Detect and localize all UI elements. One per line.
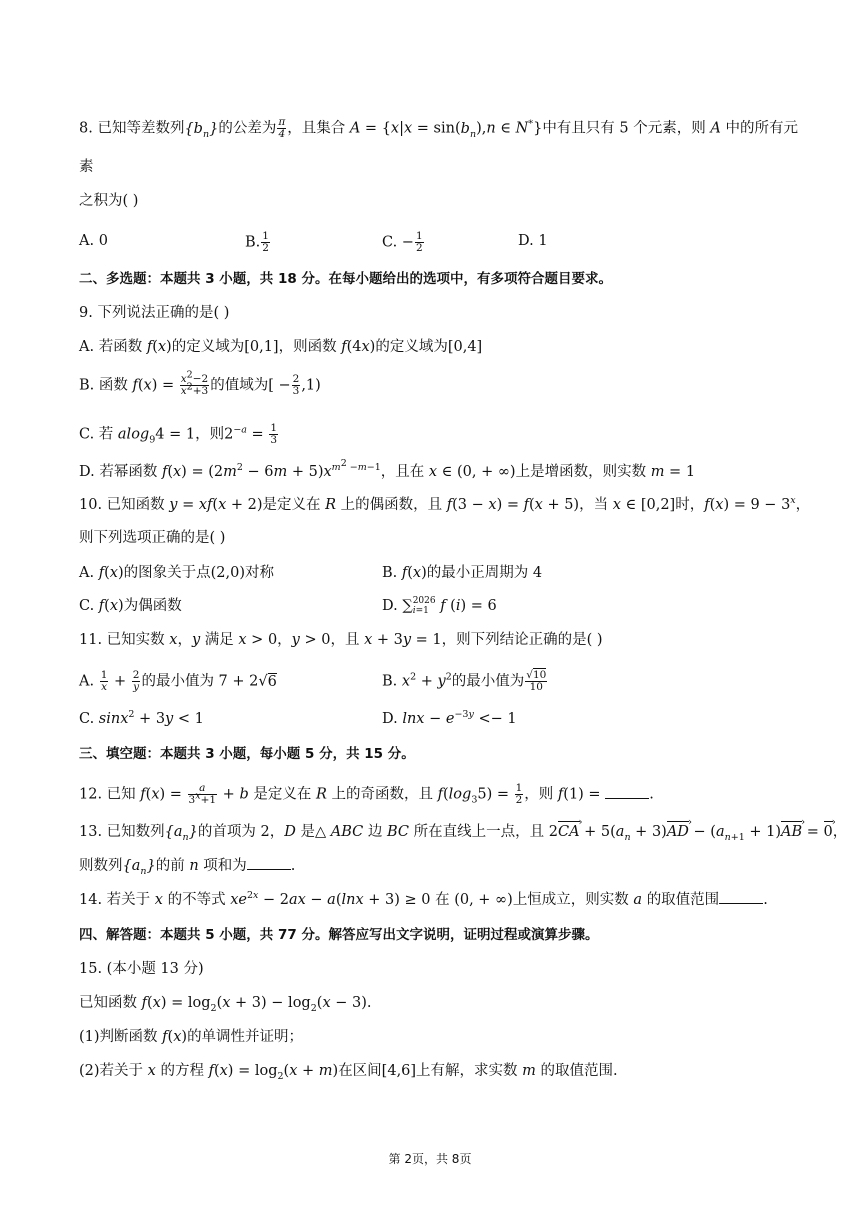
q15-text: (1)判断函数 — [79, 1029, 158, 1045]
q12-text: ，则 — [524, 786, 554, 803]
q8-text: 中有且只有 5 个元素，则 — [542, 120, 706, 137]
q9-option-c: C. 若 alog$_9$4 = 1，则$2^{-a}$ = $\frac{1}{3}$ — [79, 422, 278, 446]
section-heading-multiple-choice: 二、多选题：本题共 3 小题，共 18 分。在每小题给出的选项中，有多项符合题目要求。 — [79, 271, 612, 287]
q11-text: 的最小值为 — [141, 673, 214, 690]
q13-text: 13. 已知数列 — [79, 824, 165, 840]
q15-text: 的方程 — [160, 1063, 204, 1079]
q12-text: 上的奇函数，且 — [331, 786, 433, 803]
q11-option-b: B. $x^2 + y^2$的最小值为 $\frac{√10}{10}$ — [382, 669, 547, 693]
q14-text: 上恒成立，则实数 — [512, 892, 629, 908]
q15-heading: 15. (本小题 13 分) — [79, 961, 204, 977]
q10-text: 的图象关于点(2,0)对称 — [123, 565, 274, 581]
q15-part1: (1)判断函数 f(x)的单调性并证明； — [79, 1029, 304, 1045]
q10-line2: 则下列选项正确的是( ) — [79, 530, 226, 546]
q9-text: 的定义域为[0,4] — [375, 339, 483, 355]
q13-text: 项和为 — [203, 858, 247, 874]
q14-text: 14. 若关于 — [79, 892, 151, 908]
q10-text: 的最小正周期为 4 — [426, 565, 543, 581]
q8-line3: 之积为( ) — [79, 193, 139, 209]
q8-line1: 8. 已知等差数列$\{b_n\}$的公差为 $\frac{\pi}{4}$ ，且集合 $A = \{x|x = \sin(b_n),n$ ∈ N*}中有且只有 5 个元素，则 A 中的所有元 — [79, 116, 798, 140]
q15-text: 的取值范围. — [540, 1063, 618, 1079]
q13-text: 则数列 — [79, 858, 123, 874]
q8-line2: 素 — [79, 159, 94, 175]
q13-text: 的前 — [155, 858, 185, 874]
q10-text: 时， — [675, 497, 705, 513]
q8-option-a: A. 0 — [79, 233, 108, 249]
q9-text: ，且在 — [380, 464, 425, 480]
q10-line1: 10. 已知函数 y = xf(x + 2)是定义在 R 上的偶函数，且 f(3 − x) = f(x + 5)，当 x ∈ [0,2]时，$f(x) = 9 - 3^x$， — [79, 495, 811, 513]
q11-option-c: C. sinx$^2$ + 3y < 1 — [79, 709, 204, 727]
section-heading-solutions: 四、解答题：本题共 5 小题，共 77 分。解答应写出文字说明，证明过程或演算步骤。 — [79, 927, 599, 943]
q10-text: 上的偶函数，且 — [340, 497, 443, 513]
q8-text: 8. 已知等差数列 — [79, 120, 185, 137]
q10-text: 为偶函数 — [123, 598, 182, 614]
section-heading-fill-in: 三、填空题：本题共 3 小题，每小题 5 分，共 15 分。 — [79, 746, 415, 762]
q9-text: 的定义域为[0,1]，则函数 — [171, 339, 337, 355]
q14-text: 在 — [435, 892, 450, 908]
q9-text: A. 若函数 — [79, 339, 143, 355]
q11-option-a: A. $\frac{1}{x}$ + $\frac{2}{y}$ 的最小值为 7 + 2√6 — [79, 669, 277, 693]
q15-text: 已知函数 — [79, 995, 137, 1011]
q9-text: B. 函数 — [79, 377, 128, 394]
q14-text: 的不等式 — [167, 892, 226, 908]
q10-text: 是定义在 — [262, 497, 321, 513]
q15-part2: (2)若关于 x 的方程 $f(x) = \log_2(x + m)$在区间[4,6]上有解，求实数 m 的取值范围. — [79, 1063, 618, 1082]
q9-stem: 9. 下列说法正确的是( ) — [79, 305, 230, 321]
q8-option-b-label: B. — [245, 234, 261, 251]
q11-stem: 11. 已知实数 x，y 满足 x > 0，y > 0，且 x + 3y = 1，则下列结论正确的是( ) — [79, 632, 603, 648]
q11-text: 11. 已知实数 — [79, 632, 165, 648]
q13-text: 是 — [300, 824, 315, 840]
q13-text: 边 — [367, 824, 383, 840]
q11-text: ，则下列结论正确的是( ) — [441, 632, 603, 648]
q11-text: 的最小值为 — [451, 673, 525, 690]
q9-option-b: B. 函数 f(x) = $\frac{x^2-2}{x^2+3}$ 的值域为[ − $\frac{2}{3}$ ,1) — [79, 369, 321, 397]
q9-text: ，则 — [195, 426, 225, 443]
q8-option-b: B. $\frac{1}{2}$ — [245, 230, 269, 254]
q13-text: 所在直线上一点，且 — [413, 824, 545, 840]
q14-text: 的取值范围 — [646, 892, 720, 908]
q13-answer-blank[interactable] — [247, 857, 291, 870]
q11-text: ，且 — [330, 632, 360, 648]
q9-option-a: A. 若函数 f(x)的定义域为[0,1]，则函数 f(4x)的定义域为[0,4] — [79, 339, 483, 355]
q10-option-d: D. ∑ 2026 i=1 f (i) = 6 — [382, 596, 497, 616]
q8-option-d: D. 1 — [518, 233, 548, 249]
q9-text: D. 若幂函数 — [79, 464, 158, 480]
q10-option-c: C. f(x)为偶函数 — [79, 598, 182, 614]
q12-text: 是定义在 — [253, 786, 312, 803]
q8-text: ，且集合 — [287, 120, 346, 137]
q11-text: 满足 — [204, 632, 234, 648]
q8-text: 的公差为 — [218, 120, 277, 137]
q12-line: 12. 已知 f(x) = $\frac{a}{3^x+1}$ + b 是定义在 R 上的奇函数，且 $f(\log_35)$ = $\frac{1}{2}$ ，则 f(1) = . — [79, 782, 654, 806]
q11-option-d: D. $\ln x - e^{-3y} <- 1$ — [382, 709, 517, 727]
q13-line2: 则数列$\{a_n\}$的前 n 项和为 . — [79, 858, 296, 877]
q13-text: 的首项为 2， — [197, 824, 285, 840]
q10-text: ，当 — [579, 497, 609, 513]
q10-text: 10. 已知函数 — [79, 497, 165, 513]
q10-option-a: A. f(x)的图象关于点(2,0)对称 — [79, 565, 274, 581]
q15-text: (2)若关于 — [79, 1063, 144, 1079]
q14-line: 14. 若关于 x 的不等式 $xe^{2x} - 2ax - a(\ln x + 3) \ge 0$ 在 (0, + ∞)上恒成立，则实数 a 的取值范围 . — [79, 890, 768, 908]
q12-answer-blank[interactable] — [605, 786, 649, 799]
q13-line1: 13. 已知数列$\{a_n\}$的首项为 2，D 是△ ABC 边 BC 所在直线上一点，且 2CA › + $5(a_n + 3)AD$ › − $(a_{n+1} + 1)AB$ › = 0 ›， — [79, 822, 847, 842]
q9-option-d: D. 若幂函数 $f(x) = (2m^2 - 6m + 5)x^{m^2 -m-1}$，且在 x ∈ (0, + ∞)上是增函数，则实数 m = 1 — [79, 458, 696, 480]
q10-option-b: B. f(x)的最小正周期为 4 — [382, 565, 543, 581]
q9-text: 的值域为 — [210, 377, 269, 394]
q14-answer-blank[interactable] — [719, 891, 763, 904]
q12-text: 12. 已知 — [79, 786, 136, 803]
q9-text: 上是增函数，则实数 — [515, 464, 647, 480]
q8-option-c: C. − $\frac{1}{2}$ — [382, 230, 423, 254]
q15-given: 已知函数 $f(x) = \log_2(x + 3) - \log_2(x - 3)$. — [79, 995, 372, 1014]
q9-text: C. 若 — [79, 426, 114, 443]
page-footer: 第 2页，共 8页 — [388, 1152, 472, 1166]
q15-text: 在区间[4,6]上有解，求实数 — [338, 1063, 518, 1079]
q8-text: 中的所有元 — [725, 120, 798, 137]
q8-option-c-label: C. — [382, 234, 398, 251]
q15-text: 的单调性并证明； — [187, 1029, 304, 1045]
